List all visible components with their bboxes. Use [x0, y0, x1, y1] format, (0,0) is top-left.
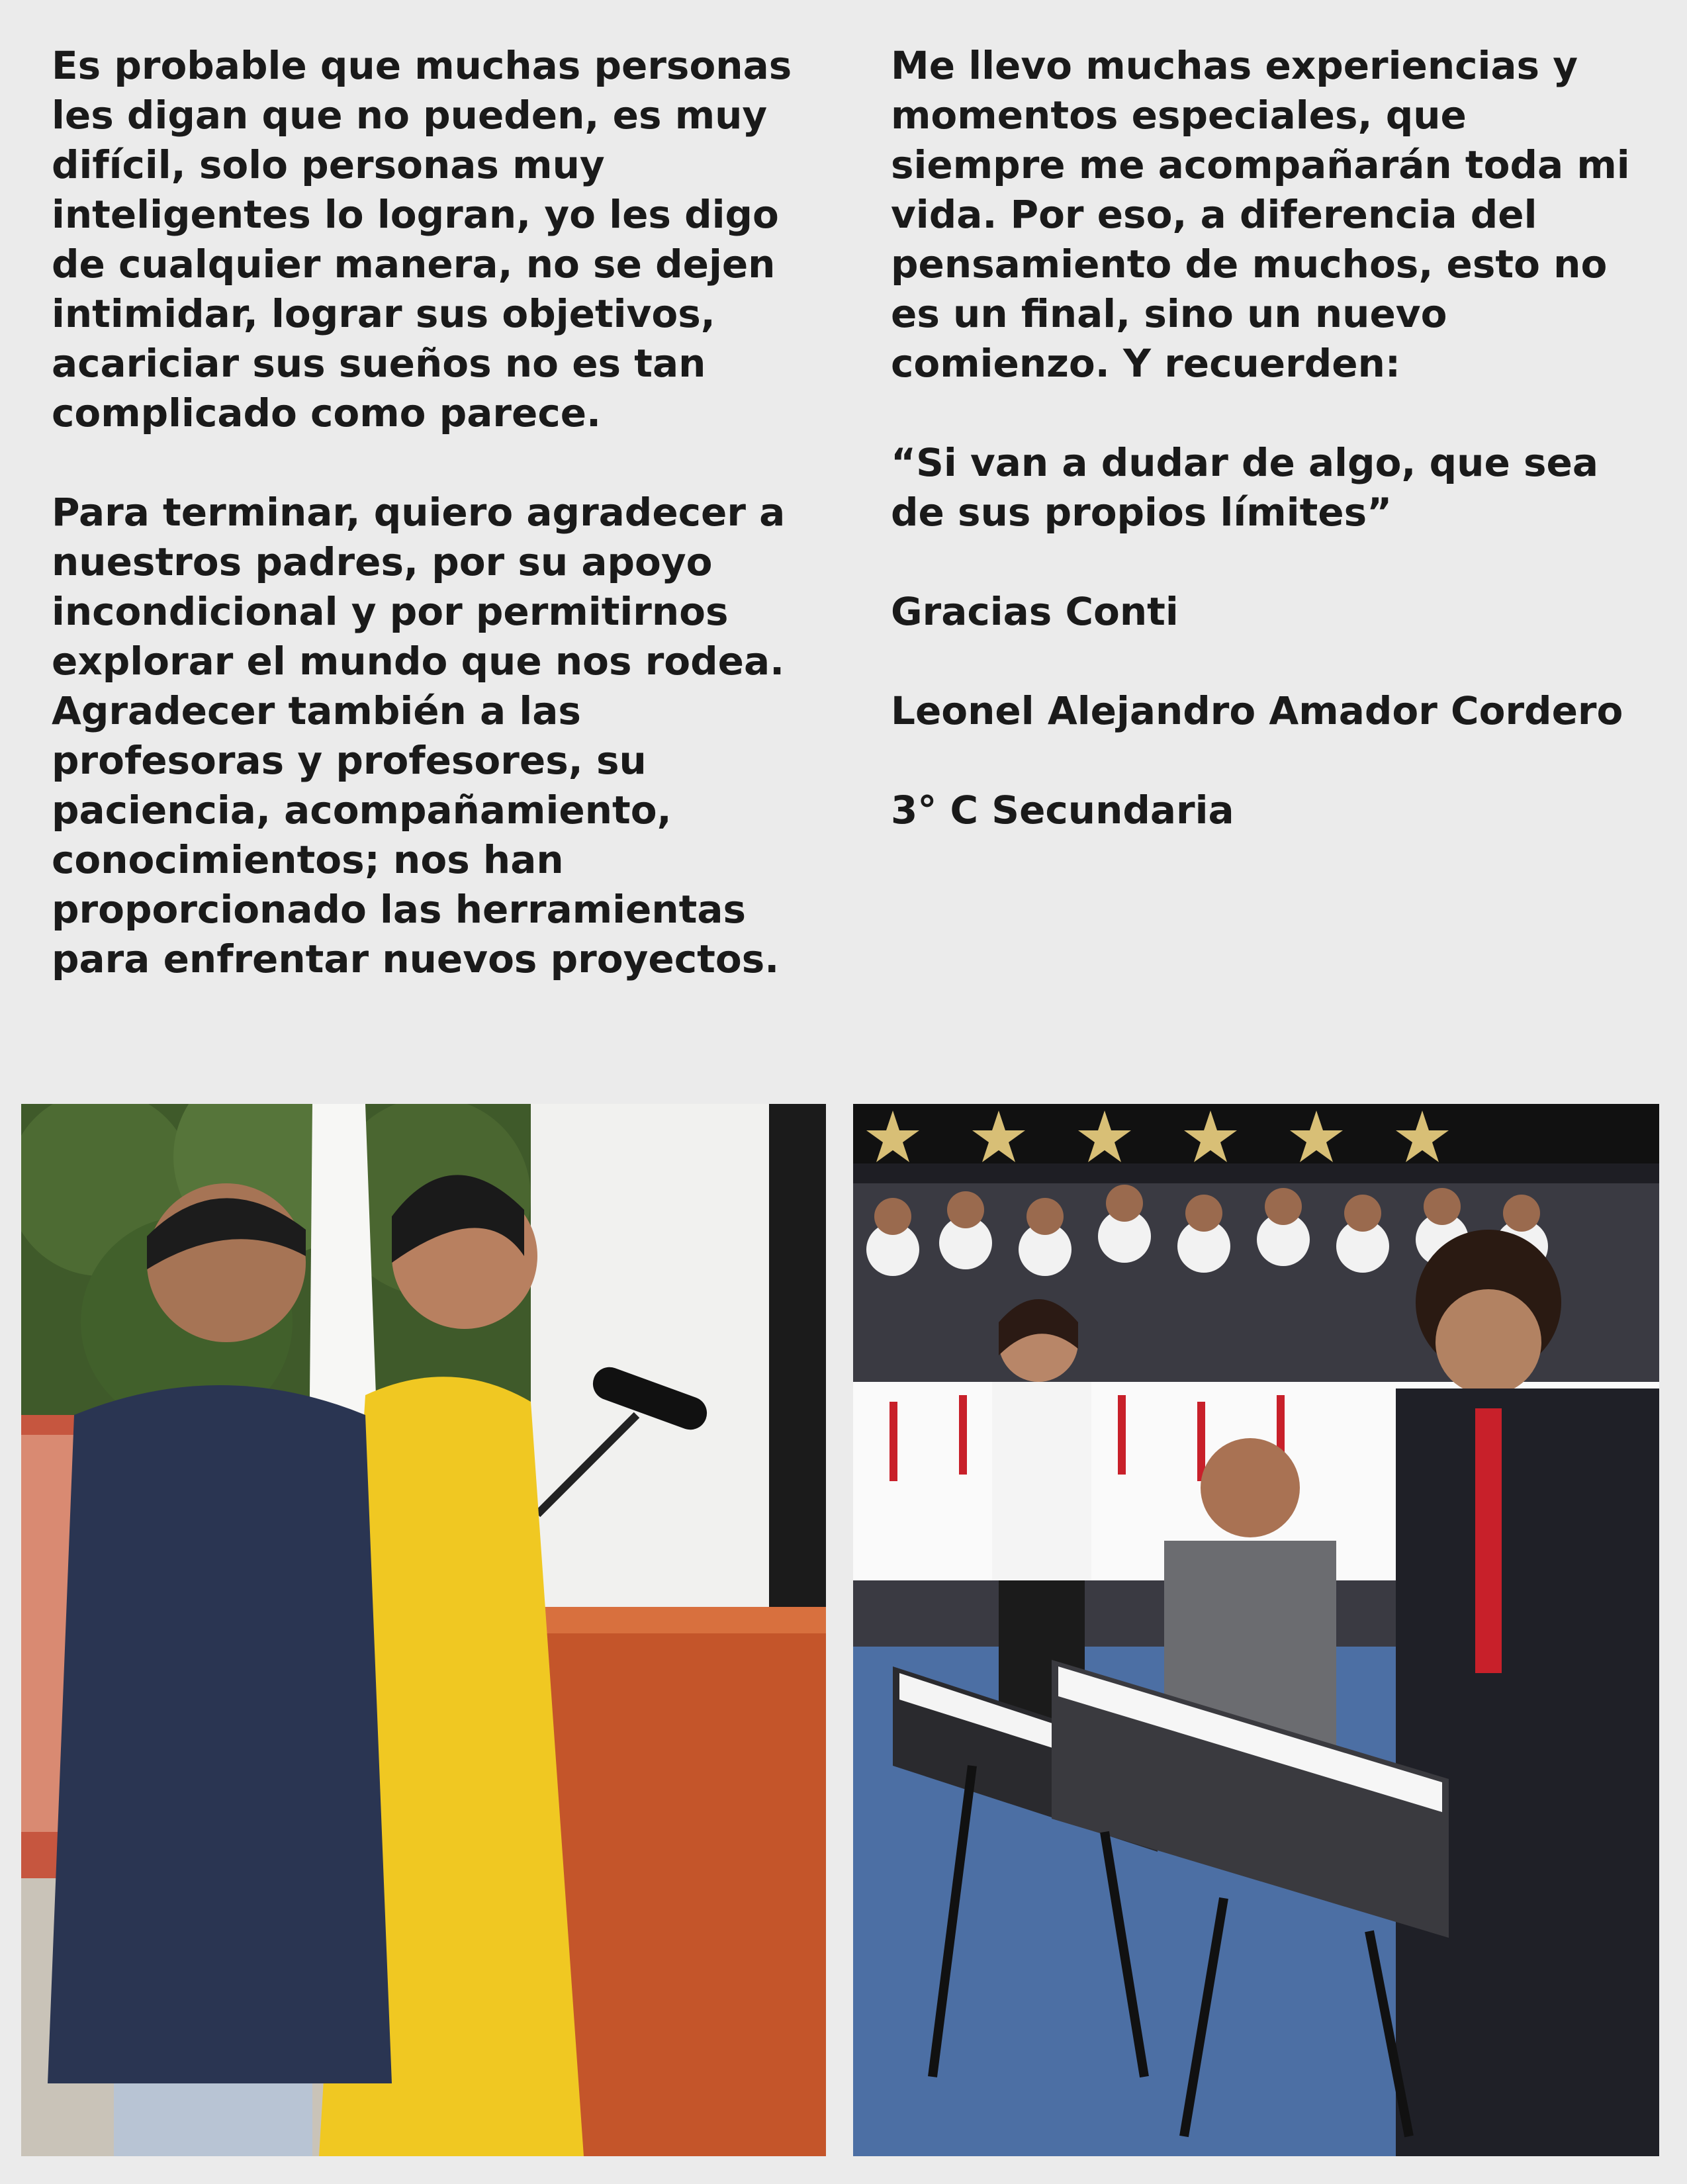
left-text-column [52, 41, 819, 1034]
piano-scene-icon [853, 1104, 1659, 2156]
author-grade: 3° C Secundaria [891, 788, 1234, 833]
closing-line: Gracias Conti [891, 589, 1179, 634]
piano-choir-photo [853, 1104, 1659, 2156]
right-text-column [891, 41, 1659, 885]
paragraph-experiences: Me llevo muchas experiencias y momentos especiales, que siempre me acompañarán toda mi vida. Por eso, a diferencia del pensamiento de muchos, esto no es un final, sino un nuevo comienzo. Y recuerden: [891, 43, 1630, 386]
paragraph-encouragement: Es probable que muchas personas les digan que no pueden, es muy difícil, solo personas muy inteligentes lo logran, yo les digo de cualquier manera, no se dejen intimidar, lograr sus objetivos, acariciar sus sueños no es tan complicado como parece. [52, 43, 792, 435]
quote: “Si van a dudar de algo, que sea de sus propios límites” [891, 440, 1598, 535]
podium-scene-icon [21, 1104, 826, 2156]
podium-speakers-photo [21, 1104, 826, 2156]
paragraph-thanks: Para terminar, quiero agradecer a nuestros padres, por su apoyo incondicional y por permitirnos explorar el mundo que nos rodea. Agradecer también a las profesoras y profesores, su paciencia, acompañamiento, conocimientos; nos han proporcionado las herramientas para enfrentar nuevos proyectos. [52, 490, 786, 981]
author-name: Leonel Alejandro Amador Cordero [891, 688, 1623, 733]
